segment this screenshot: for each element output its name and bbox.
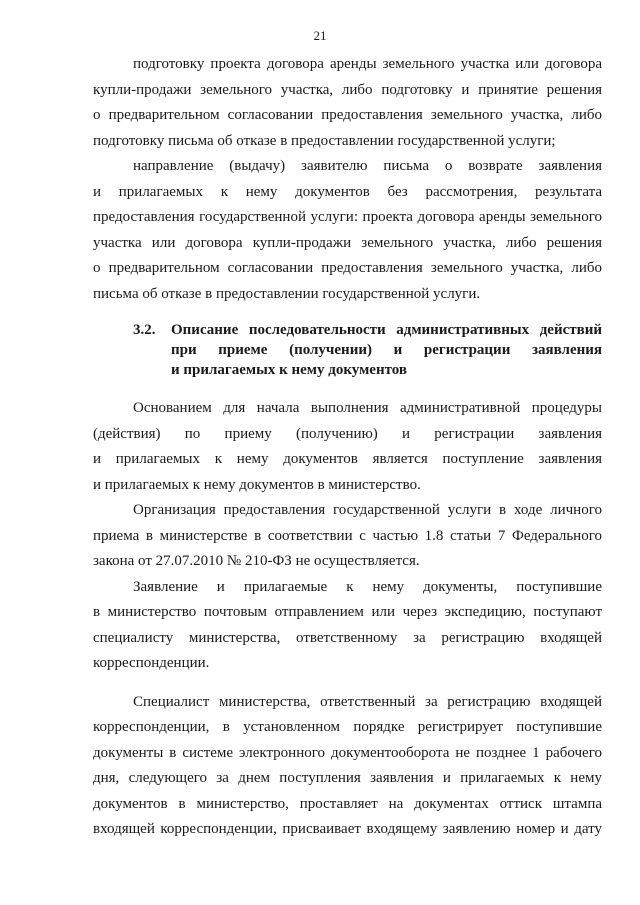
text-line: и прилагаемых к нему документов является поступление заявления: [93, 451, 602, 467]
text-line: документов в министерство, проставляет на документах оттиск штампа: [93, 795, 602, 812]
text-line: направление (выдачу) заявителю письма о возврате заявления: [133, 158, 602, 174]
section-title-line: и прилагаемых к нему документов: [171, 362, 407, 378]
text-line: документы в системе электронного документооборота не позднее 1 рабочего: [93, 744, 602, 761]
paragraph-4: [93, 498, 602, 575]
text-line: подготовку письма об отказе в предоставлении государственной услуги;: [93, 132, 556, 149]
paragraph-1: [93, 52, 602, 154]
text-line: подготовку проекта договора аренды земельного участка или договора: [133, 56, 602, 72]
text-line: Заявление и прилагаемые к нему документы, поступившие: [133, 578, 602, 595]
text-line: закона от 27.07.2010 № 210-ФЗ не осуществляется.: [93, 553, 420, 569]
text-line: и прилагаемых к нему документов без рассмотрения, результата: [93, 183, 602, 200]
document-body: [93, 52, 602, 843]
text-line: дня, следующего за днем поступления заявления и прилагаемых к нему: [93, 770, 602, 786]
section-title-line: Описание последовательности административных действий: [171, 322, 602, 338]
text-line: купли-продажи земельного участка, либо подготовку и принятие решения: [93, 81, 602, 98]
text-line: о предварительном согласовании предоставления земельного участка, либо: [93, 260, 602, 276]
paragraph-5: [93, 575, 602, 677]
text-line: в министерство почтовым отправлением или через экспедицию, поступают: [93, 604, 602, 620]
section-title-line: при приеме (получении) и регистрации заявления: [171, 342, 602, 358]
text-line: предоставления государственной услуги: проекта договора аренды земельного: [93, 209, 602, 225]
text-line: приема в министерстве в соответствии с частью 1.8 статьи 7 Федерального: [93, 527, 602, 544]
text-line: специалисту министерства, ответственному за регистрацию входящей: [93, 629, 602, 646]
text-line: письма об отказе в предоставлении государственной услуги.: [93, 285, 481, 302]
text-line: участка или договора купли-продажи земельного участка, либо решения: [93, 234, 602, 251]
paragraph-6: [93, 690, 602, 843]
section-heading: [93, 320, 602, 380]
section-number: 3.2.: [133, 322, 156, 338]
text-line: Специалист министерства, ответственный за регистрацию входящей: [133, 693, 602, 710]
text-line: Организация предоставления государственной услуги в ходе личного: [133, 502, 602, 518]
text-line: Основанием для начала выполнения административной процедуры: [133, 400, 602, 416]
text-line: входящей корреспонденции, присваивает входящему заявлению номер и дату: [93, 821, 602, 837]
paragraph-2: [93, 154, 602, 307]
text-line: о предварительном согласовании предоставления земельного участка, либо: [93, 107, 602, 123]
text-line: корреспонденции, в установленном порядке регистрирует поступившие: [93, 719, 602, 735]
text-line: корреспонденции.: [93, 655, 210, 671]
page-number: 21: [313, 28, 327, 43]
text-line: (действия) по приему (получению) и регистрации заявления: [93, 425, 602, 442]
paragraph-3: [93, 396, 602, 498]
text-line: и прилагаемых к нему документов в министерство.: [93, 476, 421, 493]
